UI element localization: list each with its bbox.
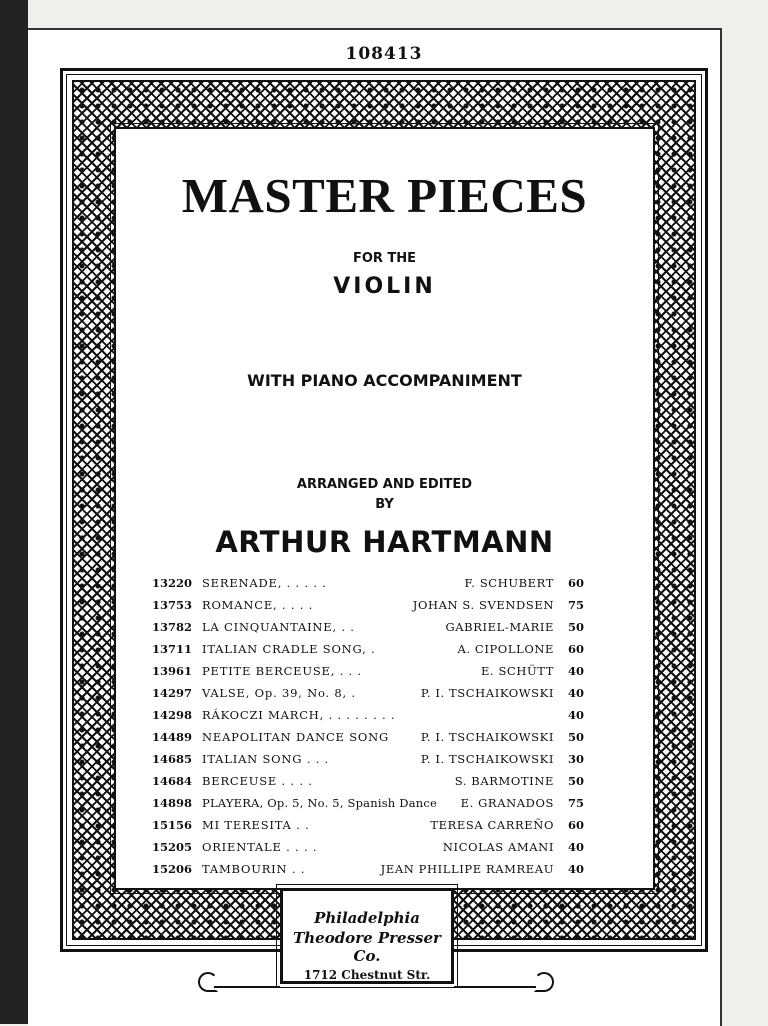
- book-binding-edge: [0, 0, 28, 1024]
- composer: E. SCHÜTT: [480, 664, 554, 678]
- instrument-title: VIOLIN: [333, 274, 436, 299]
- composer: E. GRANADOS: [460, 796, 554, 810]
- catalog-row: [152, 836, 584, 858]
- catalog-row: [152, 638, 584, 660]
- composer: F. SCHUBERT: [464, 576, 554, 590]
- price: 30: [567, 752, 584, 766]
- piece-title: LA CINQUANTAINE, . .: [202, 620, 355, 634]
- editor-name: ARTHUR HARTMANN: [215, 525, 554, 559]
- catalog-row: [152, 682, 584, 704]
- price: 50: [567, 730, 584, 744]
- composer: TERESA CARREÑO: [430, 818, 554, 832]
- left-rule: [214, 986, 280, 988]
- price: 40: [567, 840, 584, 854]
- price: 40: [567, 686, 584, 700]
- piece-title: BERCEUSE . . . .: [202, 774, 313, 788]
- composer: JEAN PHILLIPE RAMREAU: [380, 862, 554, 876]
- catalog-number: 13220: [152, 576, 193, 590]
- accompaniment-line: WITH PIANO ACCOMPANIMENT: [247, 371, 522, 390]
- catalog-row: [152, 660, 584, 682]
- piece-title: ORIENTALE . . . .: [202, 840, 318, 854]
- catalog-row: [152, 748, 584, 770]
- publisher-address: 1712 Chestnut Str.: [303, 968, 431, 982]
- piece-title: SERENADE, . . . . .: [202, 576, 327, 590]
- catalog-row: [152, 770, 584, 792]
- cover-title: MASTER PIECES: [181, 168, 588, 223]
- composer: NICOLAS AMANI: [442, 840, 554, 854]
- composer: P. I. TSCHAIKOWSKI: [420, 752, 554, 766]
- by-line: BY: [375, 497, 394, 512]
- piece-title: VALSE, Op. 39, No. 8, .: [202, 686, 356, 700]
- piece-title: PLAYERA, Op. 5, No. 5, Spanish Dance: [202, 796, 437, 810]
- piece-title: ROMANCE, . . . .: [202, 598, 314, 612]
- arranged-line: ARRANGED AND EDITED: [296, 477, 473, 492]
- piece-title: PETITE BERCEUSE, . . .: [202, 664, 362, 678]
- catalog-number: 13711: [152, 642, 193, 656]
- catalog-number: 13753: [152, 598, 193, 612]
- price: 40: [567, 708, 584, 722]
- piece-title: TAMBOURIN . .: [202, 862, 306, 876]
- catalog-list: [152, 572, 584, 880]
- catalog-number: 14298: [152, 708, 193, 722]
- catalog-row: [152, 858, 584, 880]
- right-rule: [454, 986, 536, 988]
- catalog-number: 15205: [152, 840, 193, 854]
- right-scroll-ornament: [534, 972, 554, 992]
- catalog-number: 13782: [152, 620, 193, 634]
- composer: JOHAN S. SVENDSEN: [412, 598, 554, 612]
- catalog-row: [152, 726, 584, 748]
- catalog-row: [152, 792, 584, 814]
- composer: A. CIPOLLONE: [457, 642, 554, 656]
- price: 60: [567, 642, 584, 656]
- piece-title: MI TERESITA . .: [202, 818, 310, 832]
- catalog-row: [152, 572, 584, 594]
- catalog-row: [152, 814, 584, 836]
- plate-number: 108413: [345, 44, 423, 64]
- price: 75: [567, 598, 584, 612]
- left-scroll-ornament: [198, 972, 218, 992]
- piece-title: ITALIAN SONG . . .: [202, 752, 329, 766]
- catalog-number: 14684: [152, 774, 193, 788]
- price: 60: [567, 818, 584, 832]
- composer: S. BARMOTINE: [454, 774, 554, 788]
- piece-title: RÁKOCZI MARCH, . . . . . . . .: [202, 708, 396, 722]
- catalog-row: [152, 594, 584, 616]
- composer: GABRIEL-MARIE: [445, 620, 554, 634]
- publisher-city: Philadelphia: [314, 909, 420, 927]
- publisher-name: Theodore Presser Co.: [293, 929, 441, 965]
- price: 40: [567, 862, 584, 876]
- catalog-row: [152, 704, 584, 726]
- catalog-number: 13961: [152, 664, 193, 678]
- price: 75: [567, 796, 584, 810]
- title-panel: [114, 127, 655, 890]
- for-the-label: FOR THE: [352, 251, 417, 266]
- catalog-number: 15156: [152, 818, 193, 832]
- piece-title: ITALIAN CRADLE SONG, .: [202, 642, 376, 656]
- price: 40: [567, 664, 584, 678]
- piece-title: NEAPOLITAN DANCE SONG: [202, 730, 389, 744]
- composer: P. I. TSCHAIKOWSKI: [420, 686, 554, 700]
- catalog-number: 14297: [152, 686, 193, 700]
- catalog-row: [152, 616, 584, 638]
- catalog-number: 15206: [152, 862, 193, 876]
- catalog-number: 14898: [152, 796, 193, 810]
- publisher-stamp: [280, 888, 454, 984]
- price: 50: [567, 620, 584, 634]
- catalog-number: 14489: [152, 730, 193, 744]
- price: 60: [567, 576, 584, 590]
- catalog-number: 14685: [152, 752, 193, 766]
- price: 50: [567, 774, 584, 788]
- composer: P. I. TSCHAIKOWSKI: [420, 730, 554, 744]
